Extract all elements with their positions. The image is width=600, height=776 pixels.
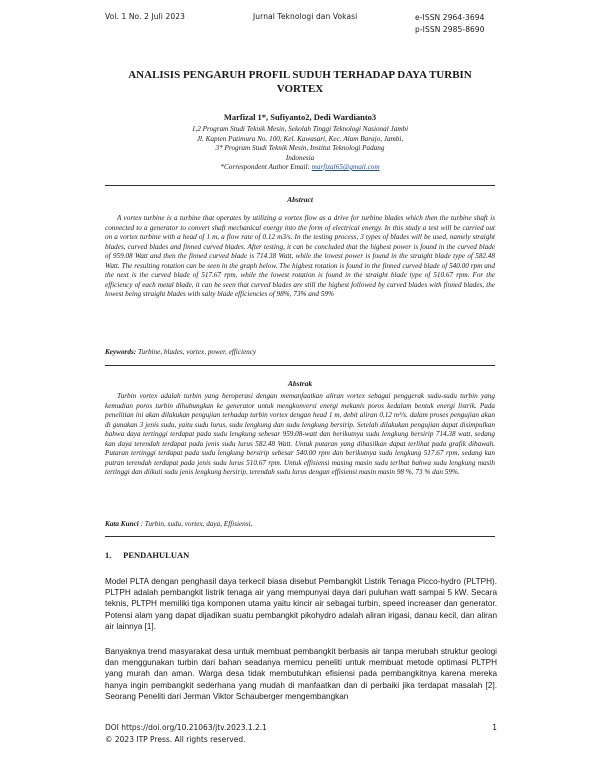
affiliation-line-1: 1,2 Program Studi Teknik Mesin, Sekolah Tinggi Teknologi Nasional Jambi (191, 125, 409, 133)
divider (105, 185, 495, 186)
kata-kunci-value: : Turbin, sudu, vortex, daya, Effisiensi, (140, 520, 253, 528)
affiliation-line-2: Jl. Kapten Patimura No. 100, Kel. Kawasari, Kec. Alam Barajo, Jambi, (196, 134, 404, 143)
affiliation-line-3: 3* Program Studi Teknik Mesin, Institut Teknologi Padang (215, 144, 385, 152)
authors: Marfizal 1*, Sufiyanto2, Dedi Wardianto3 (223, 112, 377, 122)
affiliations (105, 125, 495, 173)
abstract-indonesian-text: Turbin vortex adalah turbin yang beroperasi dengan memanfaatkan aliran vortex sebagai penggerak sudu-sudu turbin yang kemudian poros turbin dihubungkan ke generator untuk mengkonversi energi mekanis poros kedalam bentuk energi listrik. Pada penelitian ini akan dilakukan pengujian terhadap turbin vortex dengan head 1 m, debit aliran 0,12 m³/s. dalam proses pengujian akan di gunakan 3 jenis sudu, yaitu sudu lurus, sudu lengkung dan sudu lengkung bersirip. Setelah dilakukan pengujian dapat disimpulkan bahwa daya tertinggi terdapat pada sudu lengkung sebesar 959.08-watt dan berikutnya sudu lengkung bersirip 714.38 watt, sedang kan daya terendah terdapat pada jenis sudu lurus 582.48 Watt. Untuk putaran yang dihasilkan dapat terlihat pada grafik dibawah. Putaran tertinggi terdapat pada sudu lengkung bersirip sebesar 540.00 rpm dan berikutnya sudu lengkung 517.67 rpm, sedang kan putran terendah terdapat pada jenis sudu lurus 510.67 rpm. Untuk effisiensi masing masin sudu terlhat bahwa sudu lengkung masih tertinggi dan diikuti sudu jenis lengkung bersirip, terendah sudu lurus dengan effisiensi masin masin 98 %, 73 % dan 59%. (105, 392, 495, 476)
paragraph-text: Banyaknya trend masyarakat desa untuk membuat pembangkit berbasis air tanpa merubah struktur geologi dan menggunakan turbin dari bahan seadanya memicu peneliti untuk membuat metode optimasi PLTPH yang murah dan aman. Warga desa tidak membutuhkan efisiensi pada pembangkitnya karena mereka hanya ingin pembangkit sederhana yang mudah di manfaatkan dan di perbaiki jika terdapat masalah [2]. Seorang Peneliti dari Jerman Viktor Schauberger mengembangkan (105, 647, 497, 701)
page-number: 1 (492, 723, 497, 732)
divider (105, 365, 495, 366)
journal-name: Jurnal Teknologi dan Vokasi (253, 12, 358, 21)
keywords-indonesian (105, 520, 495, 528)
divider (105, 536, 495, 537)
paragraph-text: Model PLTA dengan penghasil daya terkecil biasa disebut Pembangkit Listrik Tenaga Picco-hydro (PLTPH). PLTPH adalah pembangkit listrik tenaga air yang mempunyai daya dari puluhan watt sampai 5 kW. Secara teknis, PLTPH memiliki tiga komponen utama yaitu kincir air sebagai turbin, speed increaser dan generator. Potensi alam yang dapat dijadikan suatu pembangkit pikohydro adalah aliran irigasi, danau kecil, dan aliran air lainnya [1]. (105, 577, 497, 631)
keywords-value: Turbine, blades, vortex, power, efficiency (137, 348, 257, 356)
body-paragraph-2 (105, 646, 497, 702)
affiliation-line-4: Indonesia (285, 153, 315, 162)
abstrak-heading: Abstrak (287, 379, 313, 388)
doi-link[interactable]: DOI https://doi.org/10.21063/jtv.2023.1.2.1 (105, 723, 267, 732)
issn-block (415, 12, 495, 36)
page-footer (105, 722, 497, 746)
email-label: *Correspondent Author Email: (220, 163, 310, 171)
copyright: © 2023 ITP Press. All rights reserved. (105, 735, 246, 744)
body-paragraph-1 (105, 576, 497, 632)
pissn: p-ISSN 2985-8690 (415, 25, 485, 34)
section-heading (105, 550, 189, 560)
correspondence (105, 163, 495, 173)
abstract-heading: Abstract (287, 195, 313, 204)
keywords-english (105, 348, 495, 356)
section-title: PENDAHULUAN (123, 550, 190, 560)
keywords-label: Keywords: (105, 348, 137, 356)
email-link[interactable]: marfizal65@gmail.com (311, 163, 380, 171)
paper-title: ANALISIS PENGARUH PROFIL SUDUH TERHADAP DAYA TURBIN VORTEX (128, 69, 472, 95)
section-number: 1. (105, 550, 112, 560)
abstract-english-text: A vortex turbine is a turbine that operates by utilizing a vortex flow as a drive for turbine blades which then the turbine shaft is connected to a generator to convert shaft mechanical energy into the form of electrical energy. In this study a test will be carried out on a vortex turbine with a head of 1 m, a flow rate of 0.12 m3/s. In the testing process, 3 types of blades will be used, namely straight blades, curved blades and finned curved blades. After testing, it can be concluded that the highest power is found in the curved blade of 959.08 Watt and then the finned curved blade is 714.38 Watt, while the lowest power is found in the straight blade type of 582.48 Watt. The resulting rotation can be seen in the graph below. The highest rotation is found in the finned curved blade of 540.00 rpm and the next is the curved blade of 517.67 rpm, while the lowest rotation is found in the straight blade type of 510.67 rpm. For the efficiency of each metal blade, it can be seen that curved blades are still the highest followed by curved blades with finned blades, the lowest being straight blades with salty blade efficiencies of 98%, 73% and 59% (105, 214, 495, 298)
abstract-english (105, 214, 495, 300)
eissn: e-ISSN 2964-3694 (415, 13, 485, 22)
abstract-indonesian (105, 392, 495, 478)
volume-info: Vol. 1 No. 2 Juli 2023 (105, 12, 185, 21)
kata-kunci-label: Kata Kunci (105, 520, 139, 528)
